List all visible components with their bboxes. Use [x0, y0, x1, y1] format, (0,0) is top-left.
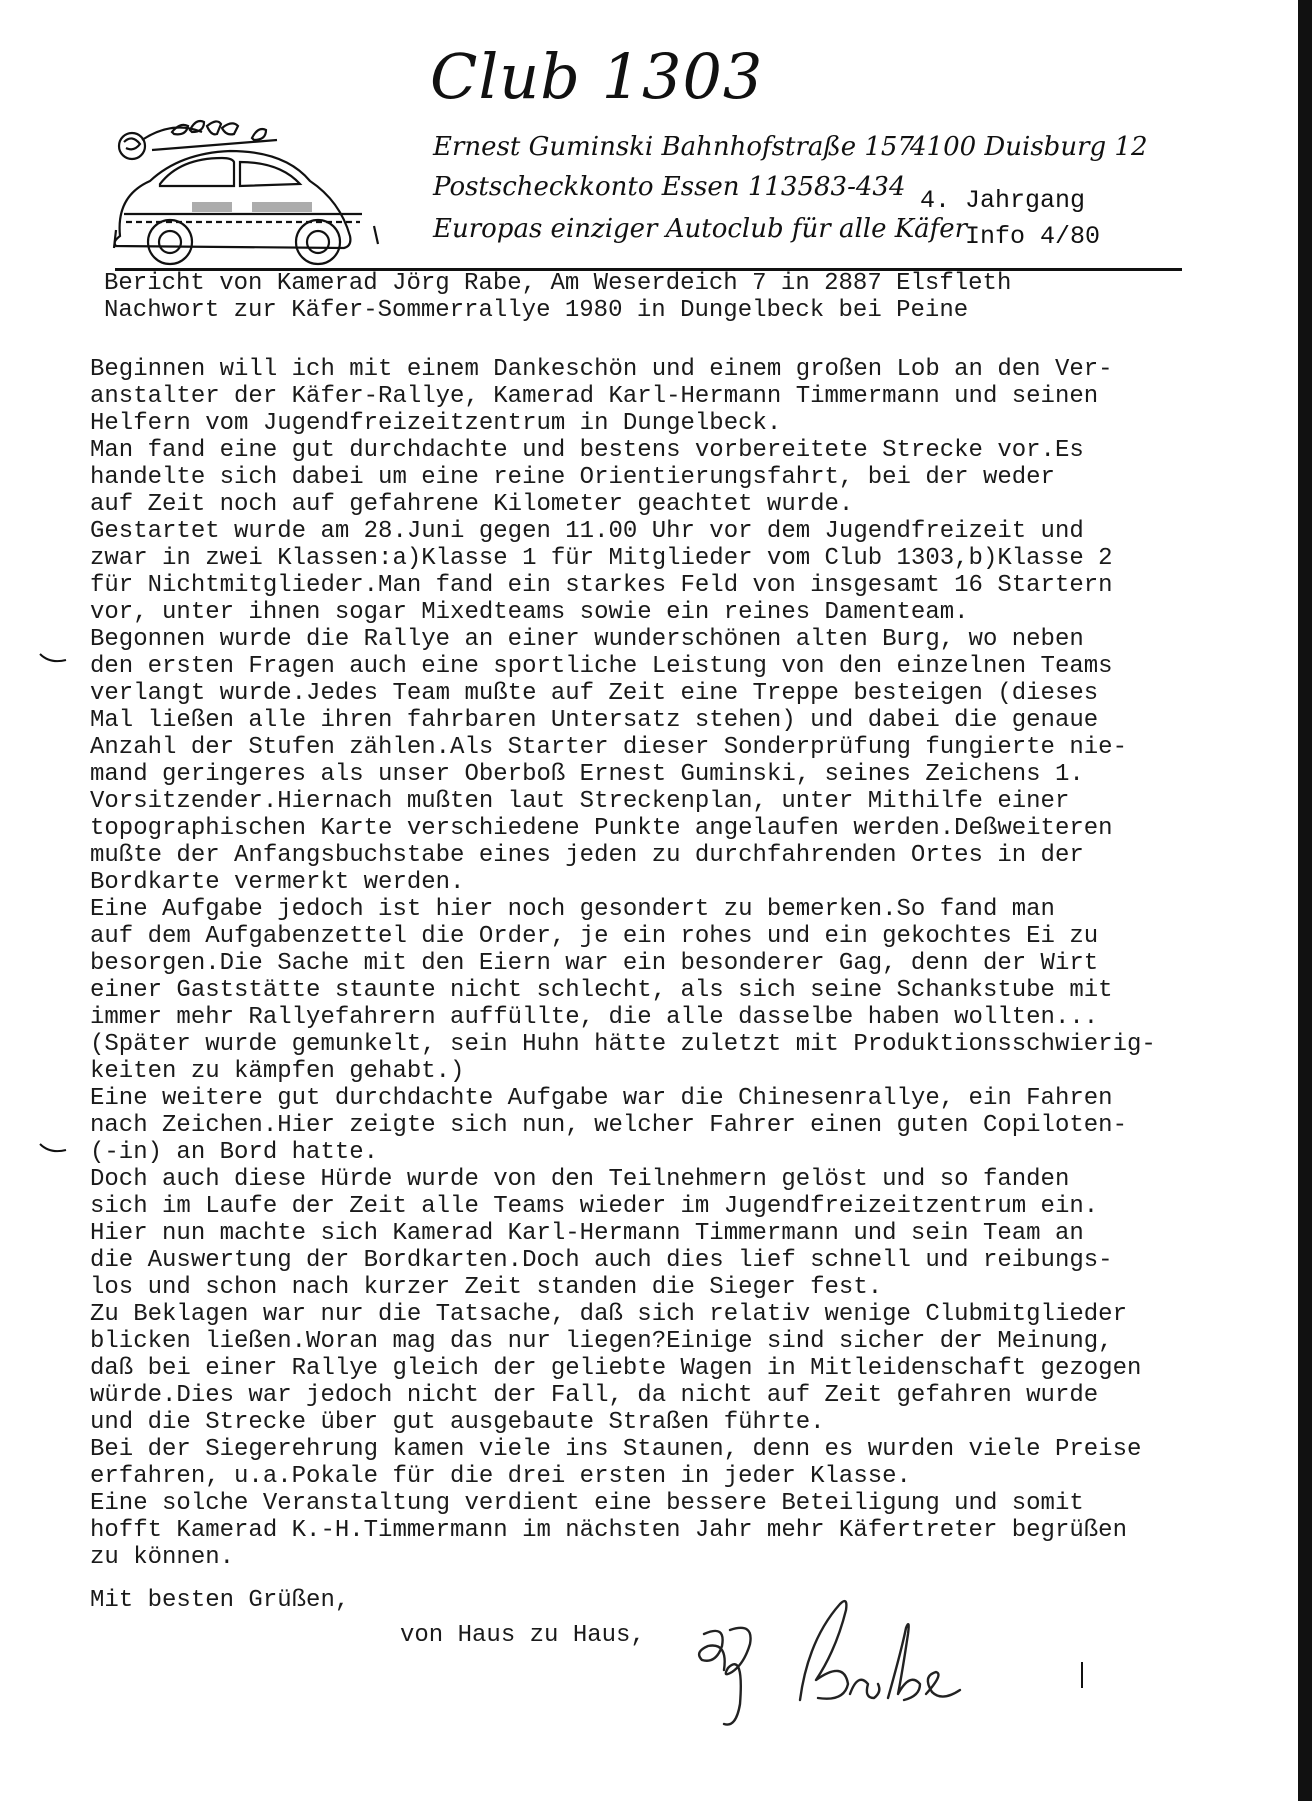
body-line: Eine solche Veranstaltung verdient eine bessere Beteiligung und somit [90, 1490, 1084, 1517]
closing-farewell: von Haus zu Haus, [400, 1622, 645, 1649]
margin-mark [38, 1140, 68, 1156]
body-line: keiten zu kämpfen gehabt.) [90, 1058, 465, 1085]
body-line: Man fand eine gut durchdachte und bestens vorbereitete Strecke vor.Es [90, 437, 1084, 464]
body-line: verlangt wurde.Jedes Team mußte auf Zeit eine Treppe besteigen (dieses [90, 680, 1099, 707]
body-line: nach Zeichen.Hier zeigte sich nun, welcher Fahrer einen guten Copiloten- [90, 1112, 1127, 1139]
body-line: mand geringeres als unser Oberboß Ernest Guminski, seines Zeichens 1. [90, 761, 1084, 788]
body-line: Hier nun machte sich Kamerad Karl-Hermann Timmermann und sein Team an [90, 1220, 1084, 1247]
report-subject-line: Nachwort zur Käfer-Sommerrallye 1980 in Dungelbeck bei Peine [104, 297, 969, 324]
issue-label: Info 4/80 [965, 222, 1101, 251]
body-line: für Nichtmitglieder.Man fand ein starkes Feld von insgesamt 16 Startern [90, 572, 1113, 599]
body-line: hofft Kamerad K.-H.Timmermann im nächsten Jahr mehr Käfertreter begrüßen [90, 1517, 1127, 1544]
margin-mark [1076, 1660, 1088, 1690]
club-address: Ernest Guminski Bahnhofstraße 157 [433, 132, 914, 162]
body-line: Anzahl der Stufen zählen.Als Starter dieser Sonderprüfung fungierte nie- [90, 734, 1127, 761]
body-line: zu können. [90, 1544, 235, 1571]
body-line: Beginnen will ich mit einem Dankeschön und einem großen Lob an den Ver- [90, 356, 1113, 383]
body-line: auf Zeit noch auf gefahrene Kilometer geachtet wurde. [90, 491, 854, 518]
club-city: 4100 Duisburg 12 [910, 132, 1148, 162]
body-line: auf dem Aufgabenzettel die Order, je ein rohes und ein gekochtes Ei zu [90, 923, 1099, 950]
club-tagline: Europas einziger Autoclub für alle Käfer [433, 214, 968, 244]
report-author-line: Bericht von Kamerad Jörg Rabe, Am Weserdeich 7 in 2887 Elsfleth [104, 270, 1012, 297]
body-line: anstalter der Käfer-Rallye, Kamerad Karl-Hermann Timmermann und seinen [90, 383, 1099, 410]
body-line: Mal ließen alle ihren fahrbaren Untersatz stehen) und dabei die genaue [90, 707, 1099, 734]
report-header [104, 270, 1270, 324]
handwritten-signature [690, 1590, 990, 1750]
body-line: die Auswertung der Bordkarten.Doch auch dies lief schnell und reibungs- [90, 1247, 1113, 1274]
closing-greeting: Mit besten Grüßen, [90, 1587, 350, 1614]
club-title: Club 1303 [430, 40, 764, 113]
body-line: den ersten Fragen auch eine sportliche Leistung von den einzelnen Teams [90, 653, 1113, 680]
body-line: würde.Dies war jedoch nicht der Fall, da nicht auf Zeit gefahren wurde [90, 1382, 1099, 1409]
body-line: Gestartet wurde am 28.Juni gegen 11.00 Uhr vor dem Jugendfreizeit und [90, 518, 1084, 545]
body-line: zwar in zwei Klassen:a)Klasse 1 für Mitglieder vom Club 1303,b)Klasse 2 [90, 545, 1113, 572]
body-line: einer Gaststätte staunte nicht schlecht, als sich seine Schankstube mit [90, 977, 1113, 1004]
body-line: immer mehr Rallyefahrern auffüllte, die alle dasselbe haben wollten... [90, 1004, 1099, 1031]
body-line: besorgen.Die Sache mit den Eiern war ein besonderer Gag, denn der Wirt [90, 950, 1099, 977]
scan-edge [1298, 0, 1312, 1801]
body-line: sich im Laufe der Zeit alle Teams wieder im Jugendfreizeitzentrum ein. [90, 1193, 1099, 1220]
body-line: vor, unter ihnen sogar Mixedteams sowie ein reines Damenteam. [90, 599, 969, 626]
body-line: Vorsitzender.Hiernach mußten laut Streckenplan, unter Mithilfe einer [90, 788, 1070, 815]
body-line: daß bei einer Rallye gleich der geliebte Wagen in Mitleidenschaft gezogen [90, 1355, 1142, 1382]
margin-mark [38, 650, 68, 666]
body-line: Bei der Siegerehrung kamen viele ins Staunen, denn es wurden viele Preise [90, 1436, 1142, 1463]
body-line: erfahren, u.a.Pokale für die drei ersten in jeder Klasse. [90, 1463, 911, 1490]
body-line: Eine weitere gut durchdachte Aufgabe war die Chinesenrallye, ein Fahren [90, 1085, 1113, 1112]
body-line: und die Strecke über gut ausgebaute Straßen führte. [90, 1409, 825, 1436]
body-line: Begonnen wurde die Rallye an einer wunderschönen alten Burg, wo neben [90, 626, 1084, 653]
body-line: mußte der Anfangsbuchstabe eines jeden zu durchfahrenden Ortes in der [90, 842, 1084, 869]
body-line: Helfern vom Jugendfreizeitzentrum in Dungelbeck. [90, 410, 782, 437]
volume-label: 4. Jahrgang [920, 186, 1086, 215]
bank-account: Postscheckkonto Essen 113583-434 [433, 172, 906, 202]
body-line: (Später wurde gemunkelt, sein Huhn hätte zuletzt mit Produktionsschwierig- [90, 1031, 1156, 1058]
body-line: (-in) an Bord hatte. [90, 1139, 379, 1166]
report-body [90, 270, 1270, 1571]
body-line: los und schon nach kurzer Zeit standen die Sieger fest. [90, 1274, 883, 1301]
body-line: Bordkarte vermerkt werden. [90, 869, 465, 896]
body-line: blicken ließen.Woran mag das nur liegen?Einige sind sicher der Meinung, [90, 1328, 1113, 1355]
beetle-car-logo [112, 118, 382, 270]
body-line: Eine Aufgabe jedoch ist hier noch gesondert zu bemerken.So fand man [90, 896, 1055, 923]
body-line: Zu Beklagen war nur die Tatsache, daß sich relativ wenige Clubmitglieder [90, 1301, 1127, 1328]
body-line: topographischen Karte verschiedene Punkte angelaufen werden.Deßweiteren [90, 815, 1113, 842]
body-line: handelte sich dabei um eine reine Orientierungsfahrt, bei der weder [90, 464, 1055, 491]
body-line: Doch auch diese Hürde wurde von den Teilnehmern gelöst und so fanden [90, 1166, 1070, 1193]
